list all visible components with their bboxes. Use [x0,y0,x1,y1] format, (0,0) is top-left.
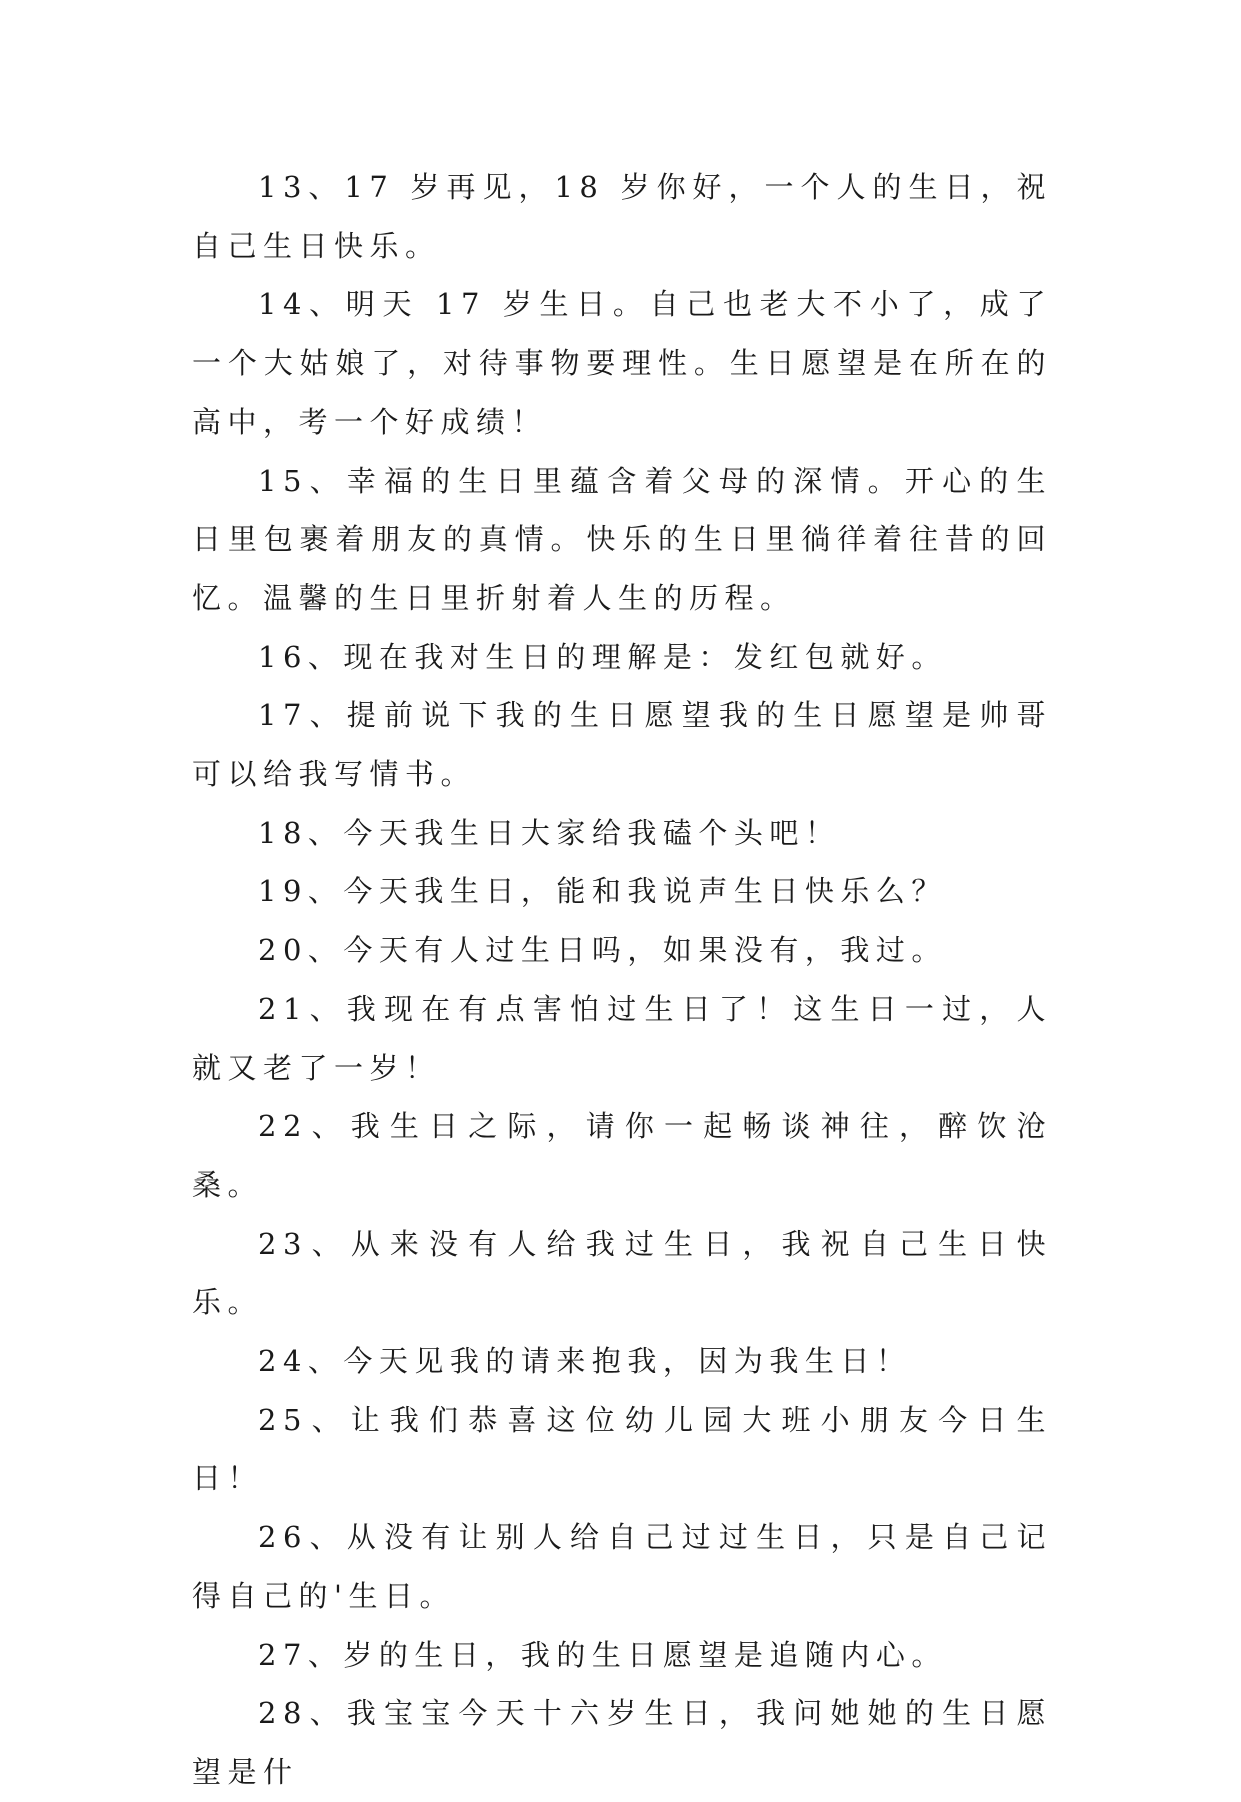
paragraph-25: 25、让我们恭喜这位幼儿园大班小朋友今日生日！ [192,1402,1052,1496]
paragraph-21: 21、我现在有点害怕过生日了！这生日一过，人就又老了一岁！ [192,991,1052,1085]
paragraph-28: 28、我宝宝今天十六岁生日，我问她她的生日愿望是什 [192,1696,1052,1789]
paragraph-17: 17、提前说下我的生日愿望我的生日愿望是帅哥可以给我写情书。 [192,698,1052,792]
paragraph-14: 14、明天 17 岁生日。自己也老大不小了，成了一个大姑娘了，对待事物要理性。生日愿望是在所在的高中，考一个好成绩！ [192,287,1052,439]
paragraph-18: 18、今天我生日大家给我磕个头吧！ [258,815,841,850]
paragraph-16: 16、现在我对生日的理解是：发红包就好。 [258,639,947,674]
paragraph-26: 26、从没有让别人给自己过过生日，只是自己记得自己的'生日。 [192,1520,1052,1613]
paragraph-20: 20、今天有人过生日吗，如果没有，我过。 [258,933,947,968]
paragraph-13: 13、17 岁再见，18 岁你好，一个人的生日，祝自己生日快乐。 [192,170,1052,263]
paragraph-19: 19、今天我生日，能和我说声生日快乐么？ [258,874,947,909]
paragraph-24: 24、今天见我的请来抱我，因为我生日！ [258,1344,912,1379]
paragraph-27: 27、岁的生日，我的生日愿望是追随内心。 [258,1637,947,1672]
document-page [192,158,1052,1802]
paragraph-22: 22、我生日之际，请你一起畅谈神往，醉饮沧桑。 [192,1109,1052,1202]
paragraph-23: 23、从来没有人给我过生日，我祝自己生日快乐。 [192,1226,1052,1320]
paragraph-15: 15、幸福的生日里蕴含着父母的深情。开心的生日里包裹着朋友的真情。快乐的生日里徜徉着往昔的回忆。温馨的生日里折射着人生的历程。 [192,463,1052,615]
